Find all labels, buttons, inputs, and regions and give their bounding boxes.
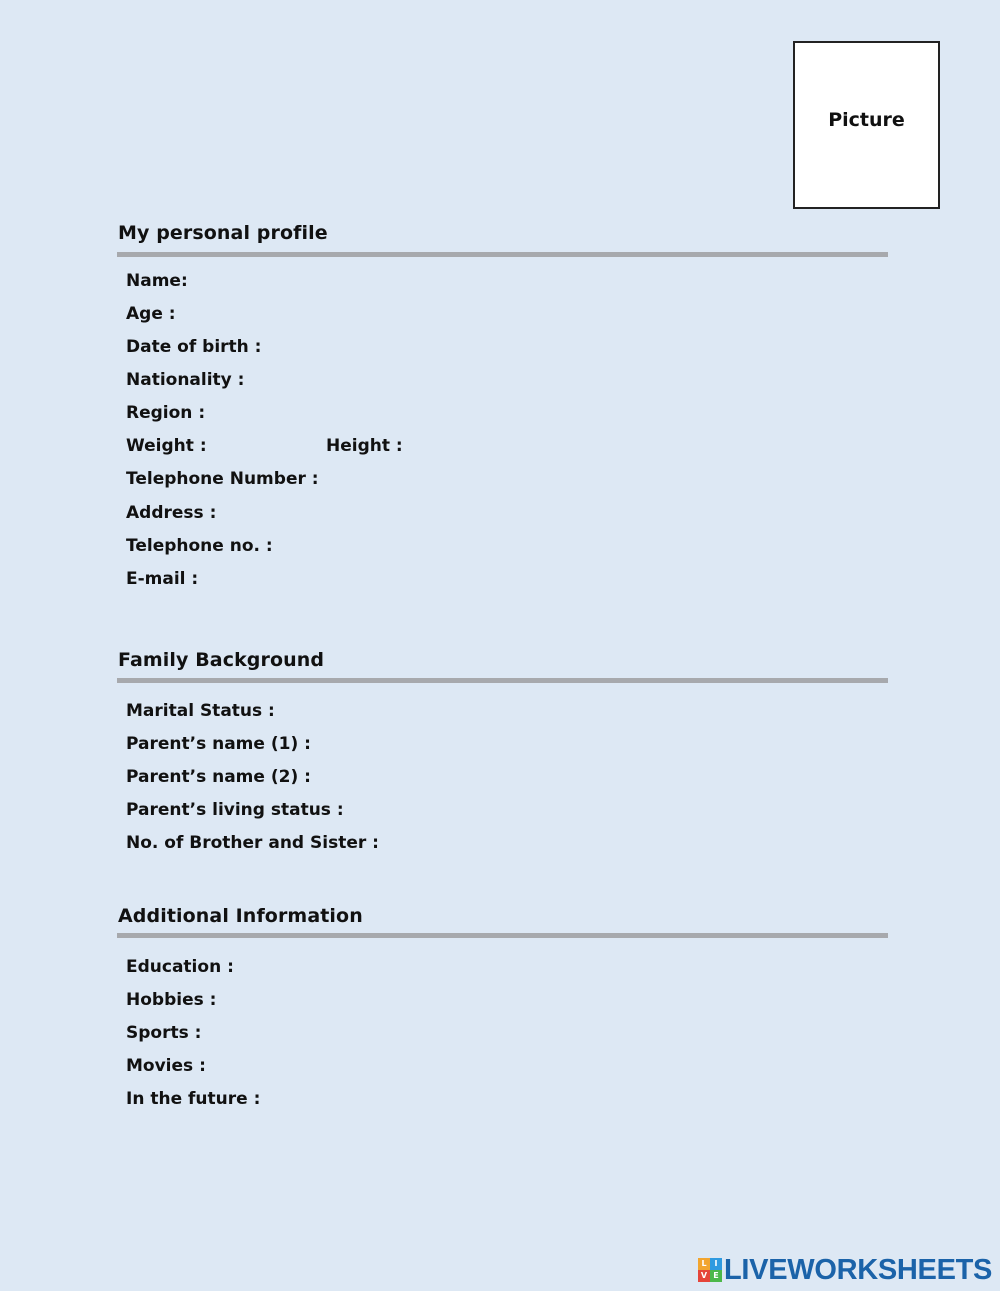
logo-letter: E xyxy=(710,1270,722,1282)
section-divider xyxy=(117,678,888,683)
field-parent-name-2: Parent’s name (2) : xyxy=(126,767,311,787)
field-parents-living-status: Parent’s living status : xyxy=(126,800,344,820)
section-divider xyxy=(117,252,888,257)
field-age: Age : xyxy=(126,304,176,324)
section-title-family-background: Family Background xyxy=(118,649,325,671)
picture-placeholder xyxy=(793,41,940,209)
field-siblings: No. of Brother and Sister : xyxy=(126,833,379,853)
field-nationality: Nationality : xyxy=(126,370,245,390)
field-address: Address : xyxy=(126,503,217,523)
logo-letter: I xyxy=(710,1258,722,1270)
field-height: Height : xyxy=(326,436,403,456)
brand-text: LIVEWORKSHEETS xyxy=(724,1254,993,1286)
section-title-additional-information: Additional Information xyxy=(118,905,363,927)
field-telephone-number: Telephone Number : xyxy=(126,469,319,489)
field-parent-name-1: Parent’s name (1) : xyxy=(126,734,311,754)
field-telephone-no: Telephone no. : xyxy=(126,536,273,556)
field-weight: Weight : xyxy=(126,436,207,456)
picture-label: Picture xyxy=(828,109,905,131)
field-marital-status: Marital Status : xyxy=(126,701,275,721)
liveworksheets-brand xyxy=(698,1254,992,1286)
field-name: Name: xyxy=(126,271,188,291)
logo-letter: V xyxy=(698,1270,710,1282)
field-date-of-birth: Date of birth : xyxy=(126,337,262,357)
section-title-personal-profile: My personal profile xyxy=(118,222,328,244)
liveworksheets-logo-icon xyxy=(698,1258,722,1282)
field-movies: Movies : xyxy=(126,1056,206,1076)
field-education: Education : xyxy=(126,957,234,977)
field-region: Region : xyxy=(126,403,206,423)
field-email: E-mail : xyxy=(126,569,199,589)
section-divider xyxy=(117,933,888,938)
logo-letter: L xyxy=(698,1258,710,1270)
field-in-the-future: In the future : xyxy=(126,1089,261,1109)
field-sports: Sports : xyxy=(126,1023,202,1043)
field-hobbies: Hobbies : xyxy=(126,990,217,1010)
